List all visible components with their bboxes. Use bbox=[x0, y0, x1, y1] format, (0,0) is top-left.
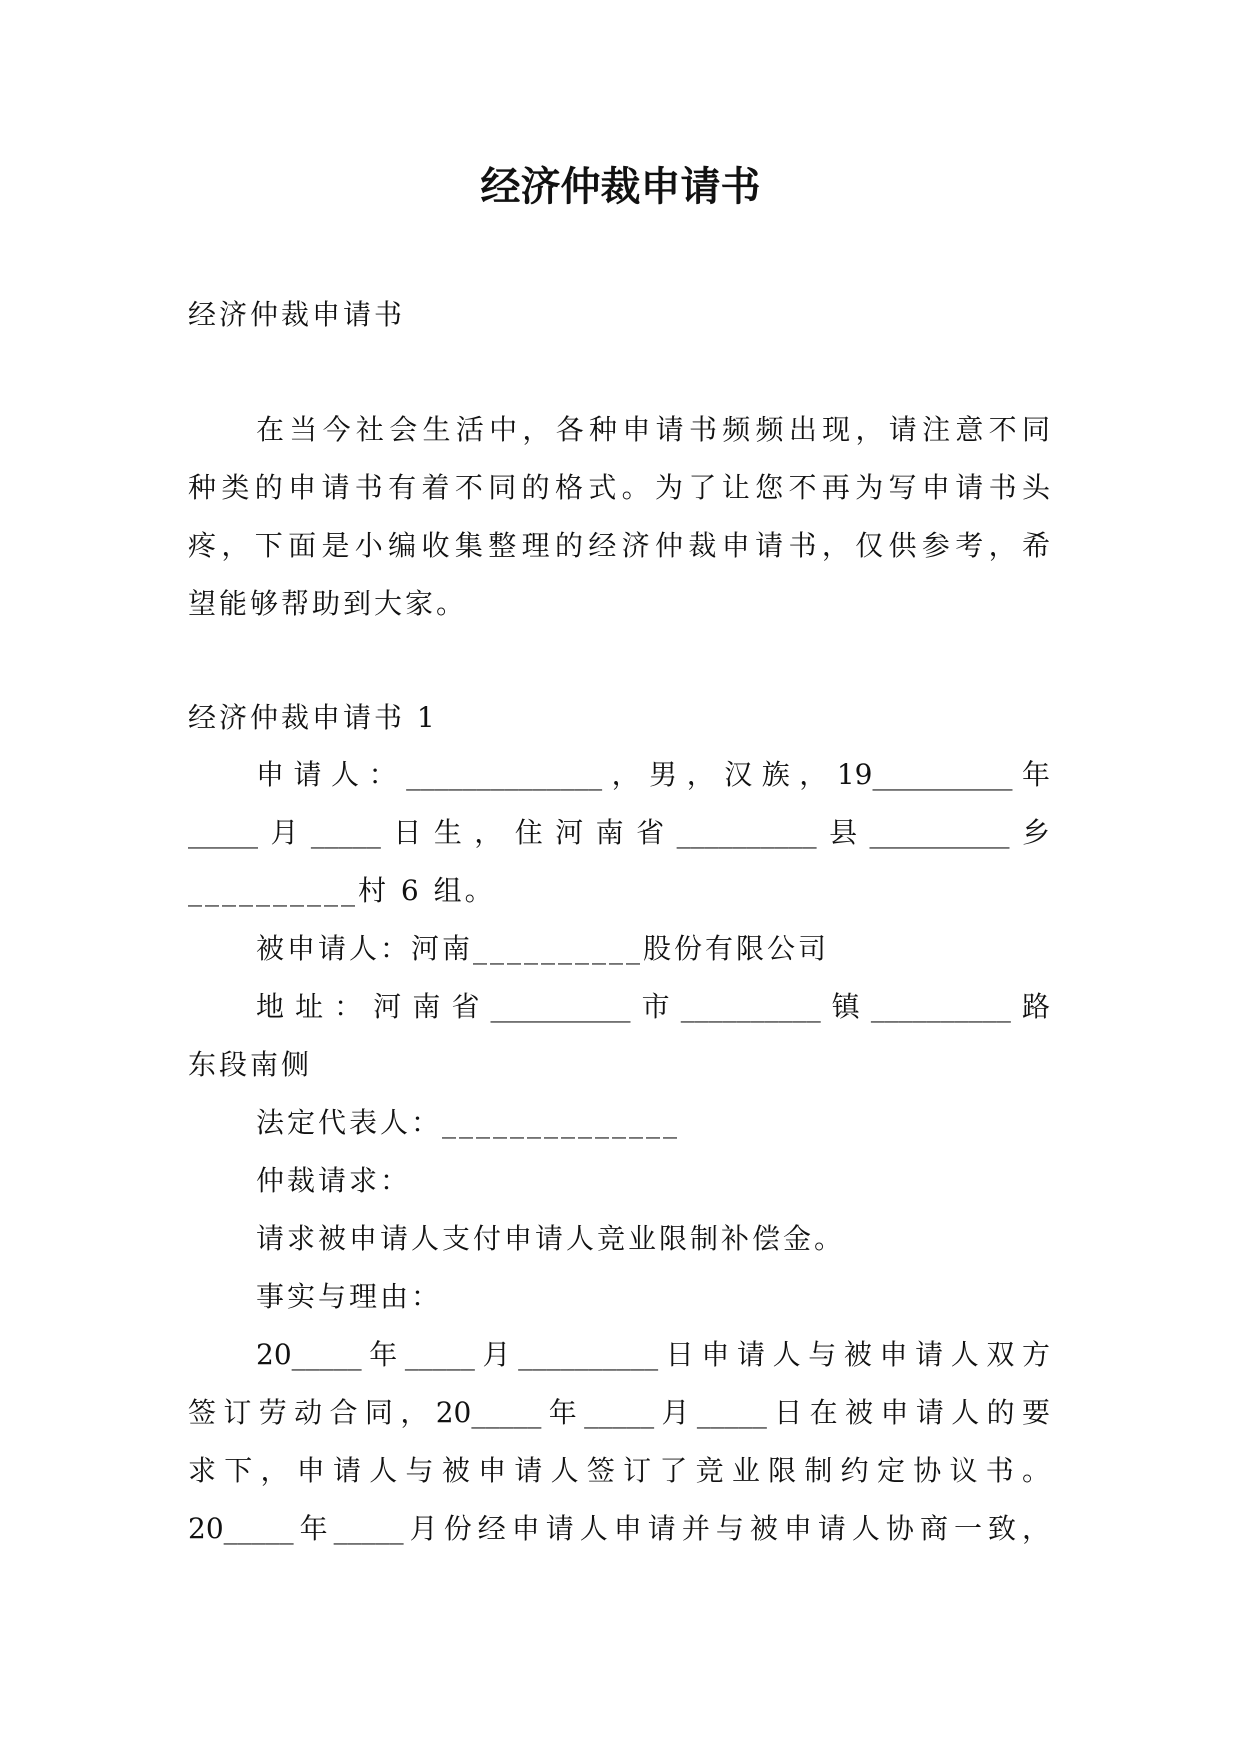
applicant-line: __________村 6 组。 bbox=[188, 874, 496, 907]
respondent-line: 被申请人：河南__________股份有限公司 bbox=[256, 932, 830, 965]
applicant-line: 申请人：______________，男，汉族，19__________年 bbox=[256, 758, 1050, 791]
address-line: 东段南侧 bbox=[188, 1048, 313, 1081]
facts-line: 签订劳动合同，20_____年_____月_____日在被申请人的要 bbox=[188, 1396, 1050, 1429]
subtitle: 经济仲裁申请书 bbox=[188, 298, 406, 331]
intro-line: 种类的申请书有着不同的格式。为了让您不再为写申请书头 bbox=[188, 471, 1050, 504]
intro-line: 望能够帮助到大家。 bbox=[188, 587, 468, 620]
applicant-line: _____月_____日生，住河南省__________县__________乡 bbox=[188, 816, 1050, 849]
document-title: 经济仲裁申请书 bbox=[480, 164, 761, 210]
facts-line: 求下，申请人与被申请人签订了竞业限制约定协议书。 bbox=[188, 1454, 1050, 1487]
facts-line: 20_____年_____月__________日申请人与被申请人双方 bbox=[256, 1338, 1050, 1371]
facts-label: 事实与理由： bbox=[256, 1280, 443, 1313]
section-heading: 经济仲裁申请书 1 bbox=[188, 701, 438, 734]
claims-text: 请求被申请人支付申请人竞业限制补偿金。 bbox=[256, 1222, 846, 1255]
address-line: 地址：河南省__________市__________镇__________路 bbox=[256, 990, 1050, 1023]
legal-rep-line: 法定代表人：______________ bbox=[256, 1106, 681, 1139]
intro-line: 疼，下面是小编收集整理的经济仲裁申请书，仅供参考，希 bbox=[188, 529, 1050, 562]
claims-label: 仲裁请求： bbox=[256, 1164, 412, 1197]
facts-line: 20_____年_____月份经申请人申请并与被申请人协商一致， bbox=[188, 1512, 1050, 1545]
intro-line: 在当今社会生活中，各种申请书频频出现，请注意不同 bbox=[256, 413, 1050, 446]
